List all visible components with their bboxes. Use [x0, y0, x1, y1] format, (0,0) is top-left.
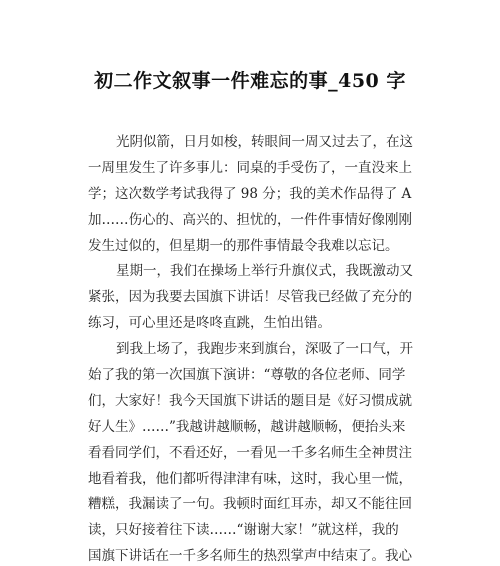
text-line: 看看同学们，不看还好，一看见一千多名师生全神贯注: [88, 444, 412, 461]
document-body: [88, 130, 420, 566]
text-line: 加……伤心的、高兴的、担忧的，一件件事情好像刚刚: [88, 211, 412, 228]
text-line: 糟糕，我漏读了一句。我顿时面红耳赤，却又不能往回: [88, 496, 412, 513]
text-line: 地看着我，他们都听得津津有味，这时，我心里一慌，: [88, 470, 412, 487]
text-line: 们，大家好！我今天国旗下讲话的题目是《好习惯成就: [88, 392, 412, 409]
text-line: 练习，可心里还是咚咚直跳，生怕出错。: [88, 315, 331, 332]
text-line: 发生过似的，但星期一的那件事情最令我难以忘记。: [88, 237, 399, 254]
text-line: 始了我的第一次国旗下演讲：“尊敬的各位老师、同学: [88, 367, 406, 384]
text-line: 星期一，我们在操场上举行升旗仪式，我既激动又: [116, 263, 413, 280]
text-line: 国旗下讲话在一千多名师生的热烈掌声中结束了。我心: [88, 548, 412, 565]
text-line: 学；这次数学考试我得了 98 分；我的美术作品得了 A: [88, 185, 412, 202]
text-line: 一周里发生了许多事儿：同桌的手受伤了，一直没来上: [88, 159, 412, 176]
text-line: 光阴似箭，日月如梭，转眼间一周又过去了，在这: [116, 134, 413, 150]
text-line: 读，只好接着往下读……“谢谢大家！”就这样，我的: [88, 522, 399, 539]
document-title: 初二作文叙事一件难忘的事_450 字: [94, 70, 406, 92]
text-line: 紧张，因为我要去国旗下讲话！尽管我已经做了充分的: [88, 289, 412, 306]
text-line: 到我上场了，我跑步来到旗台，深吸了一口气，开: [116, 341, 413, 358]
text-line: 好人生》……”我越讲越顺畅，越讲越顺畅，便抬头来: [88, 418, 406, 435]
